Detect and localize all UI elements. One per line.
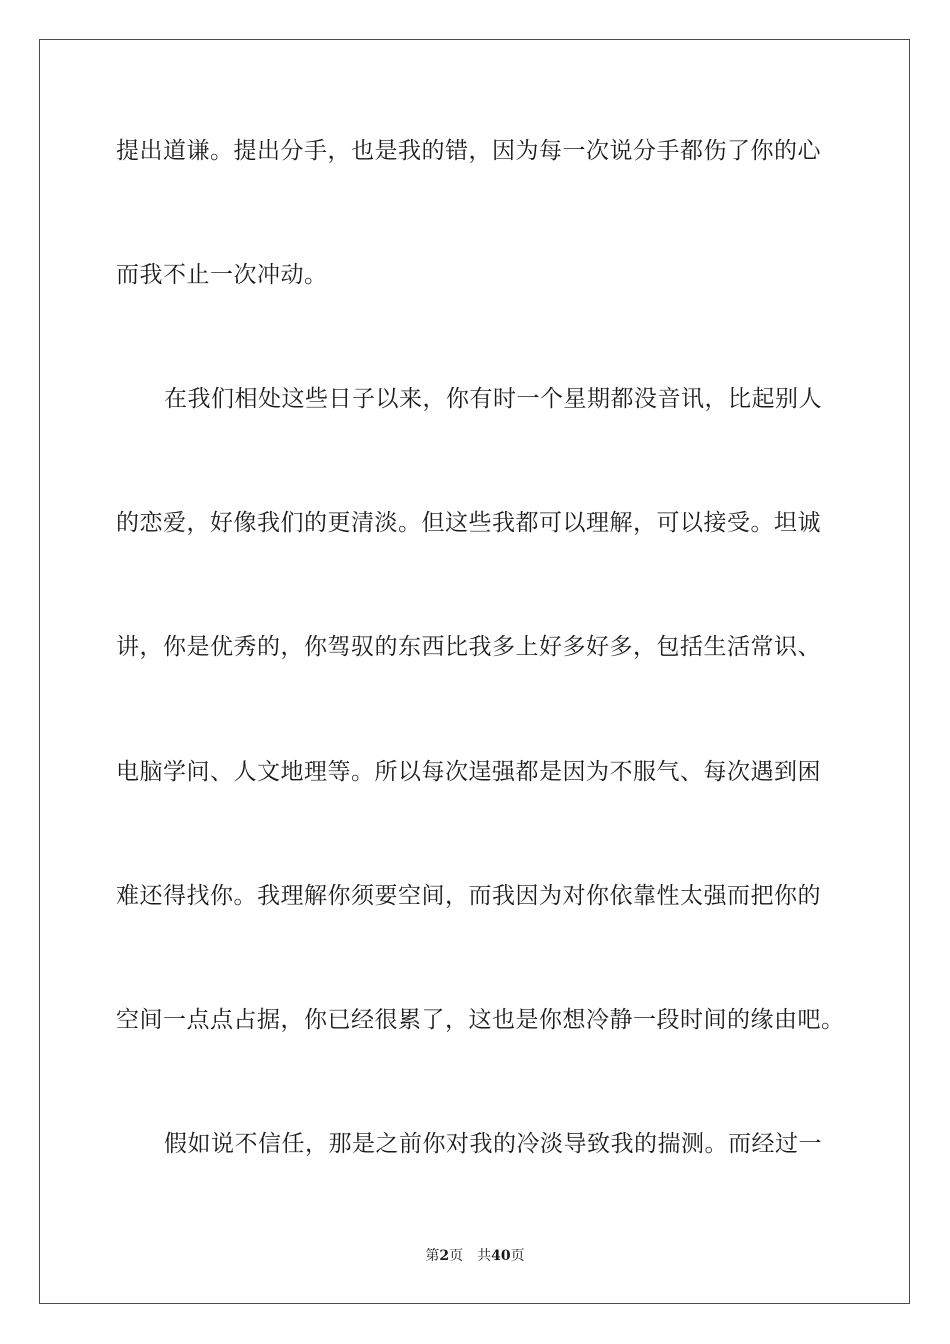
- text-line-4: 的恋爱，好像我们的更清淡。但这些我都可以理解，可以接受。坦诚: [116, 510, 821, 536]
- text-line-9: 假如说不信任，那是之前你对我的冷淡导致我的揣测。而经过一: [164, 1131, 822, 1157]
- page-prefix: 第: [425, 1248, 440, 1264]
- total-suffix: 页: [510, 1248, 525, 1264]
- text-line-2: 而我不止一次冲动。: [116, 262, 328, 288]
- page-border: [39, 39, 910, 1304]
- text-line-8: 空间一点点占据，你已经很累了，这也是你想冷静一段时间的缘由吧。: [116, 1007, 845, 1033]
- page-suffix: 页: [449, 1248, 464, 1264]
- total-prefix: 共: [477, 1248, 492, 1264]
- text-line-1: 提出道谦。提出分手，也是我的错，因为每一次说分手都伤了你的心: [116, 138, 821, 164]
- text-line-5: 讲，你是优秀的，你驾驭的东西比我多上好多好多，包括生活常识、: [116, 634, 821, 660]
- page-total: 40: [491, 1248, 511, 1264]
- page-footer: [0, 1246, 950, 1266]
- text-line-3: 在我们相处这些日子以来，你有时一个星期都没音讯，比起别人: [164, 386, 822, 412]
- page-current: 2: [439, 1248, 450, 1264]
- text-line-7: 难还得找你。我理解你须要空间，而我因为对你依靠性太强而把你的: [116, 883, 821, 909]
- text-line-6: 电脑学问、人文地理等。所以每次逞强都是因为不服气、每次遇到困: [116, 759, 821, 785]
